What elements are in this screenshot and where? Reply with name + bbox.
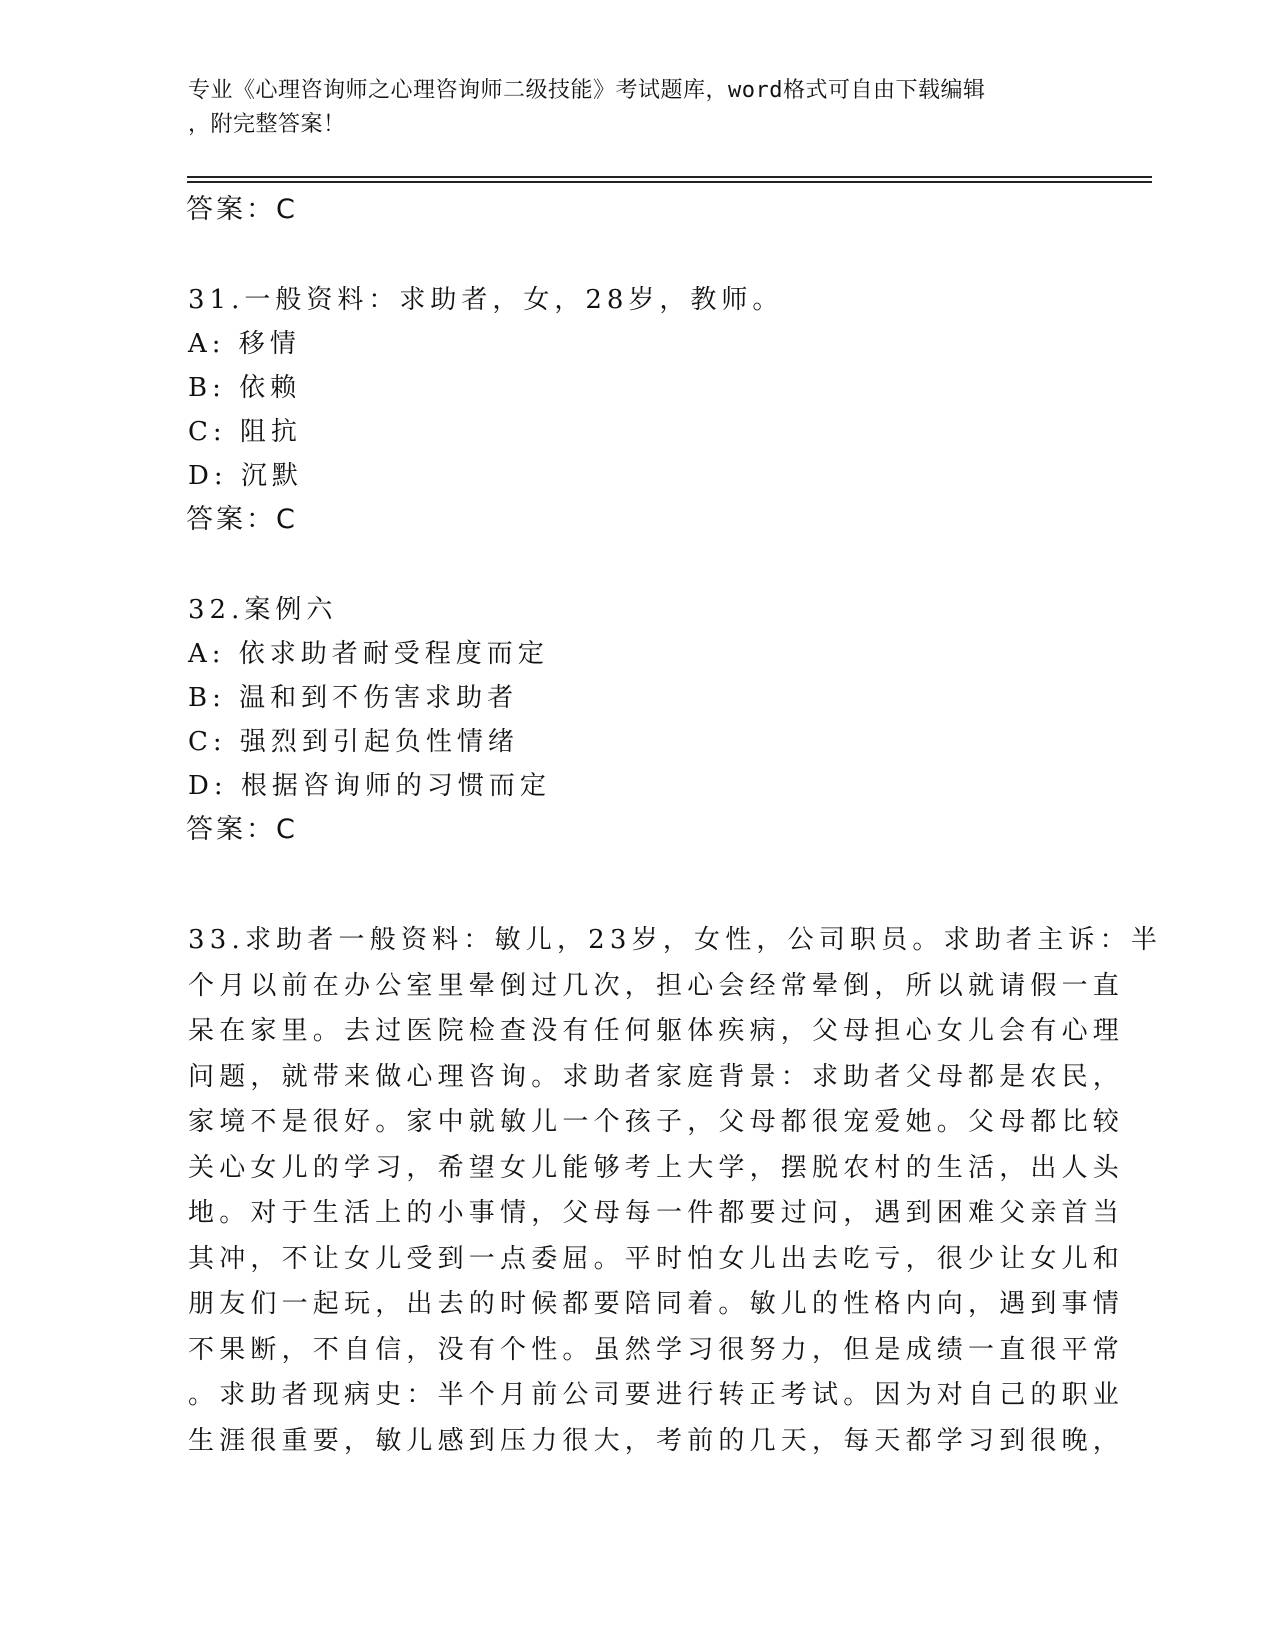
- question-33-line: 问题，就带来做心理咨询。求助者家庭背景：求助者父母都是农民，: [188, 1061, 1125, 1092]
- question-33-line: 个月以前在办公室里晕倒过几次，担心会经常晕倒，所以就请假一直: [188, 970, 1125, 1001]
- header-line-2: ，附完整答案！: [188, 112, 346, 137]
- question-33-line: 关心女儿的学习，希望女儿能够考上大学，摆脱农村的生活，出人头: [188, 1152, 1125, 1183]
- question-33-line: 不果断，不自信，没有个性。虽然学习很努力，但是成绩一直很平常: [188, 1334, 1125, 1365]
- header-line-1: 专业《心理咨询师之心理咨询师二级技能》考试题库，word格式可自由下载编辑: [188, 78, 986, 103]
- document-header: [188, 74, 1068, 142]
- question-31-option-a: A: 移情: [188, 329, 301, 359]
- previous-answer: 答案：C: [186, 194, 298, 225]
- header-rule-bottom: [187, 181, 1152, 183]
- question-32-option-d: D: 根据咨询师的习惯而定: [188, 771, 551, 801]
- question-31-stem: 31.一般资料：求助者，女，28岁，教师。: [188, 285, 784, 315]
- question-32-option-c: C: 强烈到引起负性情绪: [188, 727, 519, 757]
- question-31-answer: 答案：C: [186, 504, 298, 535]
- question-31-option-c: C: 阻抗: [188, 417, 302, 447]
- question-31-option-b: B: 依赖: [188, 373, 302, 403]
- header-rule-top: [187, 176, 1152, 178]
- question-32-option-b: B: 温和到不伤害求助者: [188, 683, 519, 713]
- question-33-line: 地。对于生活上的小事情，父母每一件都要过问，遇到困难父亲首当: [188, 1198, 1125, 1228]
- question-33-line: 朋友们一起玩，出去的时候都要陪同着。敏儿的性格内向，遇到事情: [188, 1289, 1125, 1319]
- question-33-text: [188, 918, 1163, 1464]
- question-33-line: 呆在家里。去过医院检查没有任何躯体疾病，父母担心女儿会有心理: [188, 1016, 1125, 1046]
- question-33-line: 其冲，不让女儿受到一点委屈。平时怕女儿出去吃亏，很少让女儿和: [188, 1243, 1125, 1274]
- question-33-line: 生涯很重要，敏儿感到压力很大，考前的几天，每天都学习到很晚，: [188, 1425, 1125, 1456]
- question-32-answer: 答案：C: [186, 814, 298, 845]
- question-31-option-d: D: 沉默: [188, 461, 303, 491]
- question-32-stem: 32.案例六: [188, 595, 338, 625]
- question-33-line: 。求助者现病史：半个月前公司要进行转正考试。因为对自己的职业: [188, 1380, 1125, 1410]
- question-33-line: 家境不是很好。家中就敏儿一个孩子，父母都很宠爱她。父母都比较: [188, 1107, 1125, 1137]
- question-33-line: 33.求助者一般资料：敏儿，23岁，女性，公司职员。求助者主诉：半: [188, 925, 1163, 955]
- question-32-option-a: A: 依求助者耐受程度而定: [188, 639, 549, 669]
